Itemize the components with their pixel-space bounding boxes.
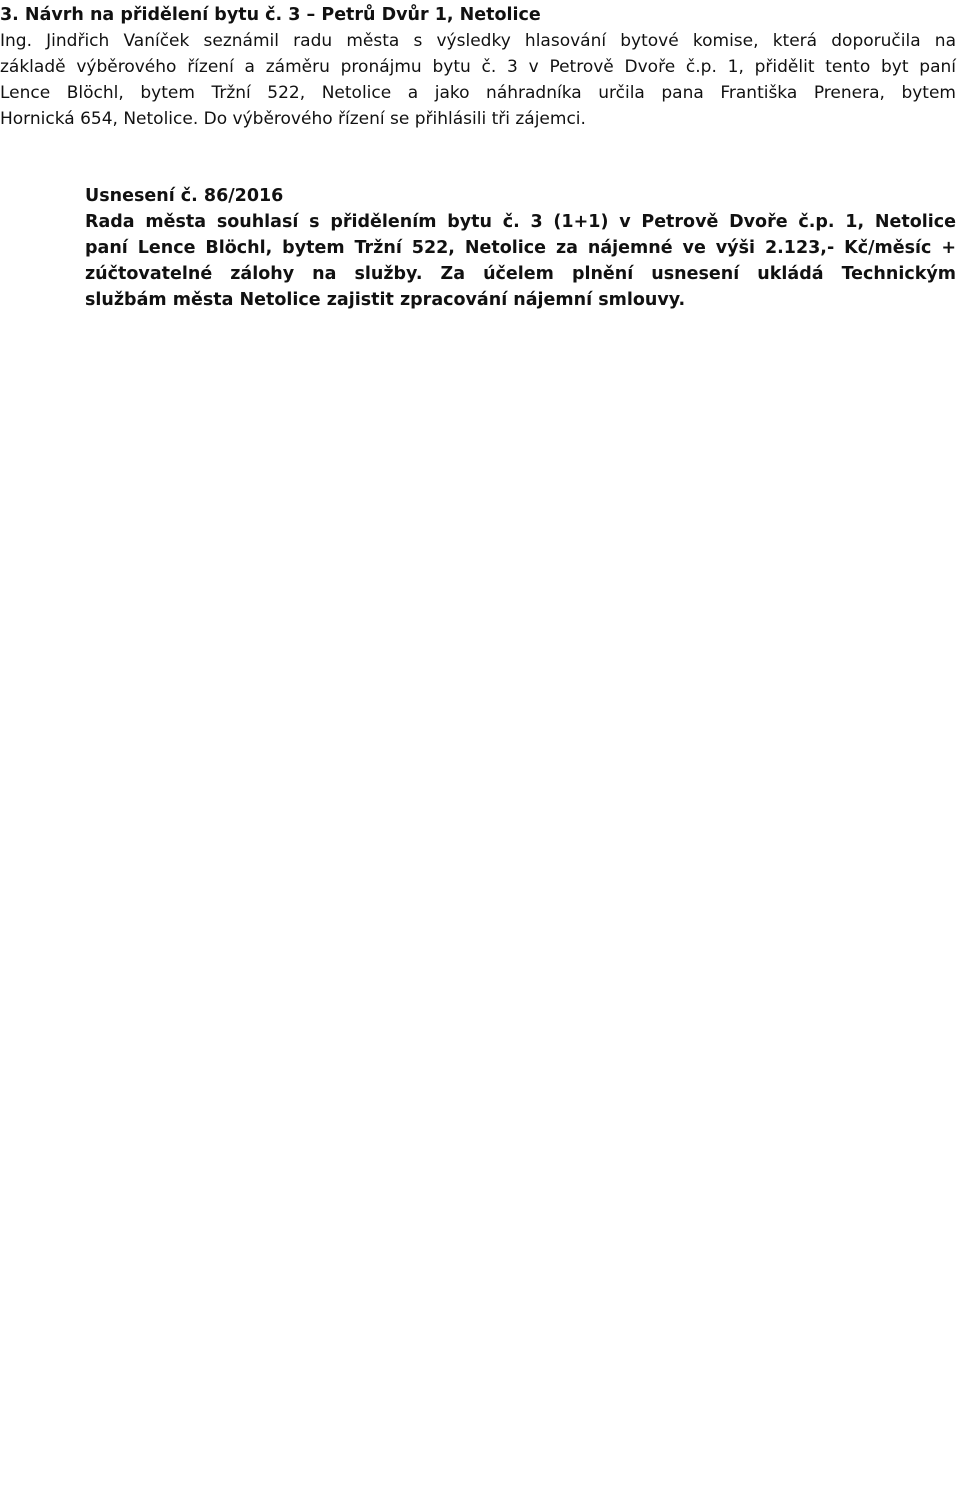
resolution-86-text-line: Rada města souhlasí s přidělením bytu č. 3 (1+1) v Petrově Dvoře č.p. 1, Netolice [85,212,956,232]
section-3-intro-line: Hornická 654, Netolice. Do výběrového řízení se přihlásili tři zájemci. [0,109,586,129]
resolution-86-number: Usnesení č. 86/2016 [85,186,284,206]
resolution-86-text-line: paní Lence Blöchl, bytem Tržní 522, Netolice za nájemné ve výši 2.123,- Kč/měsíc + [85,238,956,258]
resolution-86-text-line: zúčtovatelné zálohy na služby. Za účelem plnění usnesení ukládá Technickým [85,264,956,284]
resolution-86-text-line: službám města Netolice zajistit zpracování nájemní smlouvy. [85,290,686,310]
section-3-intro-line: Lence Blöchl, bytem Tržní 522, Netolice a jako náhradníka určila pana Františka Prenera, bytem [0,83,956,103]
section-3-intro-line: základě výběrového řízení a záměru pronájmu bytu č. 3 v Petrově Dvoře č.p. 1, přidělit tento byt paní [0,57,956,77]
section-3-heading: 3. Návrh na přidělení bytu č. 3 – Petrů Dvůr 1, Netolice [0,5,541,25]
section-3-intro-line: Ing. Jindřich Vaníček seznámil radu města s výsledky hlasování bytové komise, která doporučila na [0,31,956,51]
